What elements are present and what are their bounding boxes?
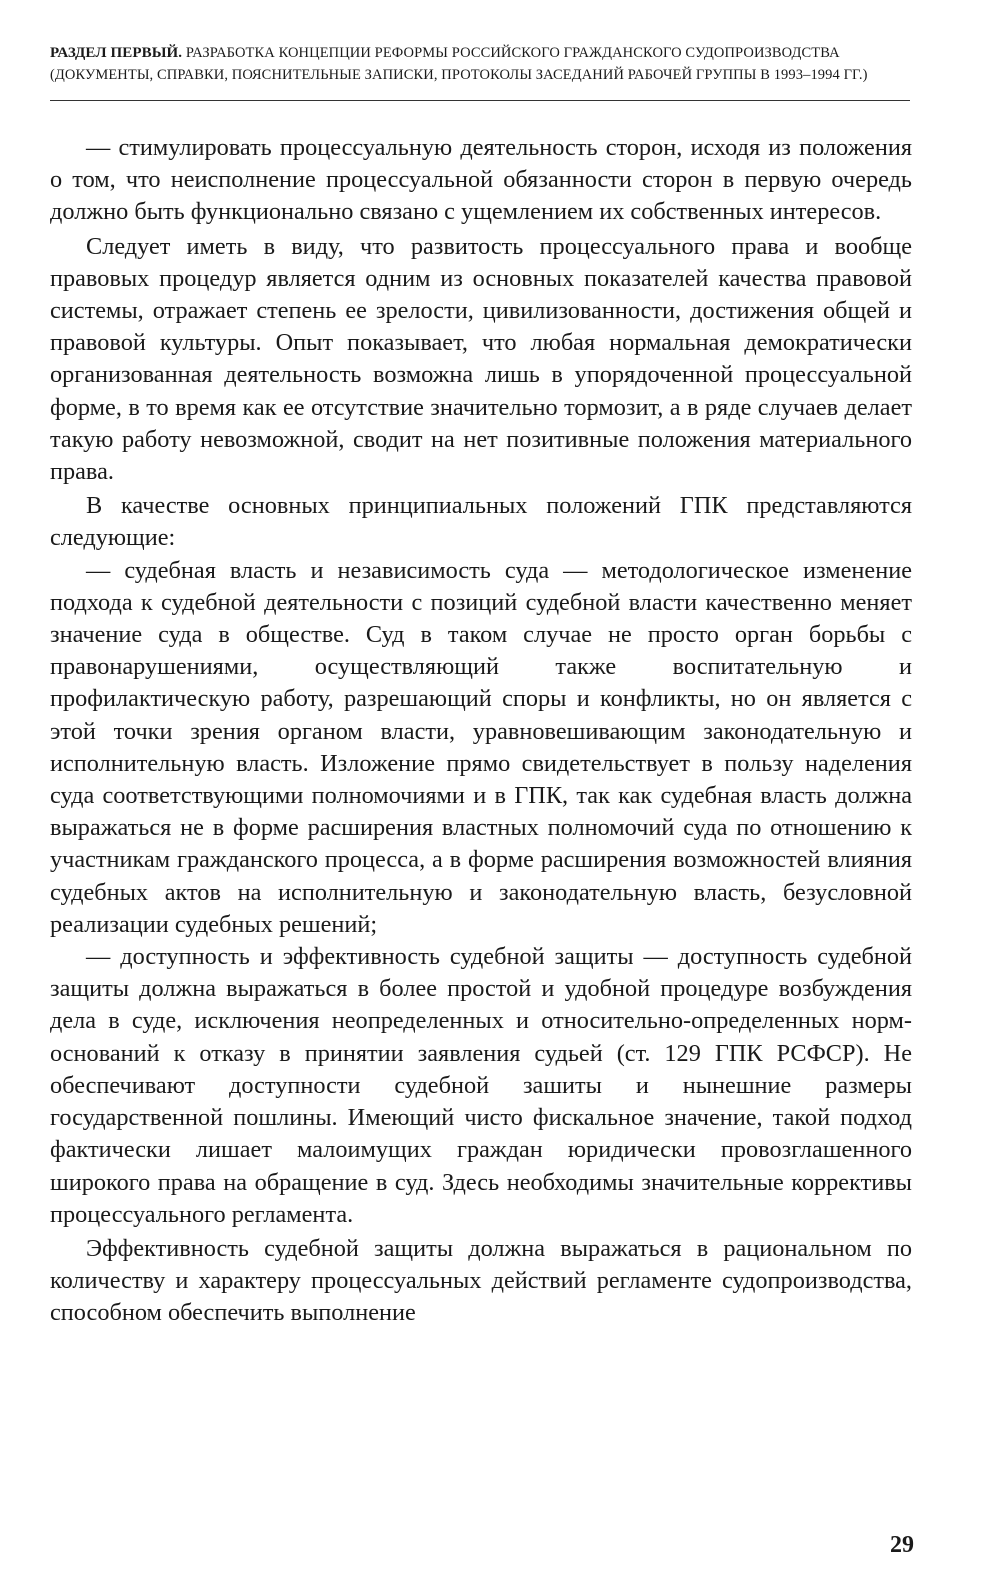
paragraph: Следует иметь в виду, что развитость процессуального права и вообще правовых процедур является одним из основных показателей качества правовой системы, отражает степень ее зрелости, цивилизованности, достижения общей и правовой культуры. Опыт показывает, что любая нормальная демократически организованная деятельность возможна лишь в упорядоченной процессуальной форме, в то время как ее отсутствие значительно тормозит, а в ряде случаев делает такую работу невозможной, сводит на нет позитивные положения материального права. bbox=[50, 232, 912, 486]
paragraph: — судебная власть и независимость суда — методологическое изменение подхода к судебной деятельности с позиций судебной власти качественно меняет значение суда в обществе. Суд в таком случае не просто орган борьбы с правонарушениями, осуществляющий также воспитательную и профилактическую работу, разрешающий споры и конфликты, но он является с этой точки зрения органом власти, уравновешивающим законодательную и исполнительную власть. Изложение прямо свидетельствует в пользу наделения суда соответствующими полномочиями и в ГПК, так как судебная власть должна выражаться не в форме расширения властных полномочий суда по отношению к участникам гражданского процесса, а в форме расширения возможностей влияния судебных актов на исполнительную и законодательную власть, безусловной реализации судебных решений; bbox=[50, 556, 912, 938]
paragraph: Эффективность судебной защиты должна выражаться в рациональном по количеству и характеру процессуальных действий регламенте судопроизводства, способном обеспечить выполнение bbox=[50, 1234, 912, 1327]
header-title: РАЗРАБОТКА КОНЦЕПЦИИ РЕФОРМЫ РОССИЙСКОГО ГРАЖДАНСКОГО СУДОПРОИЗВОДСТВА bbox=[185, 45, 840, 61]
paragraph: — доступность и эффективность судебной защиты — доступность судебной защиты должна выражаться в более простой и удобной процедуре возбуждения дела в суде, исключения неопределенных и относительно-определенных норм-оснований к отказу в принятии заявления судьей (ст. 129 ГПК РСФСР). Не обеспечивают доступности судебной зашиты и нынешние размеры государственной пошлины. Имеющий чисто фискальное значение, такой подход фактически лишает малоимущих граждан юридически провозглашенного широкого права на обращение в суд. Здесь необходимы значительные коррективы процессуального регламента. bbox=[50, 943, 912, 1228]
body-text bbox=[50, 132, 912, 1330]
paragraph: В качестве основных принципиальных положений ГПК представляются следующие: bbox=[50, 492, 912, 552]
page-number: 29 bbox=[890, 1532, 914, 1558]
paragraph: — стимулировать процессуальную деятельность сторон, исходя из положения о том, что неисполнение процессуальной обязанности сторон в первую очередь должно быть функционально связано с ущемлением их собственных интересов. bbox=[50, 134, 912, 226]
section-label: РАЗДЕЛ ПЕРВЫЙ. bbox=[50, 45, 183, 61]
header-divider bbox=[50, 100, 910, 101]
header-line-2: (ДОКУМЕНТЫ, СПРАВКИ, ПОЯСНИТЕЛЬНЫЕ ЗАПИСКИ, ПРОТОКОЛЫ ЗАСЕДАНИЙ РАБОЧЕЙ ГРУППЫ В 1993–1994 ГГ.) bbox=[50, 67, 868, 83]
running-header bbox=[50, 42, 912, 86]
header-line-1 bbox=[50, 42, 912, 64]
